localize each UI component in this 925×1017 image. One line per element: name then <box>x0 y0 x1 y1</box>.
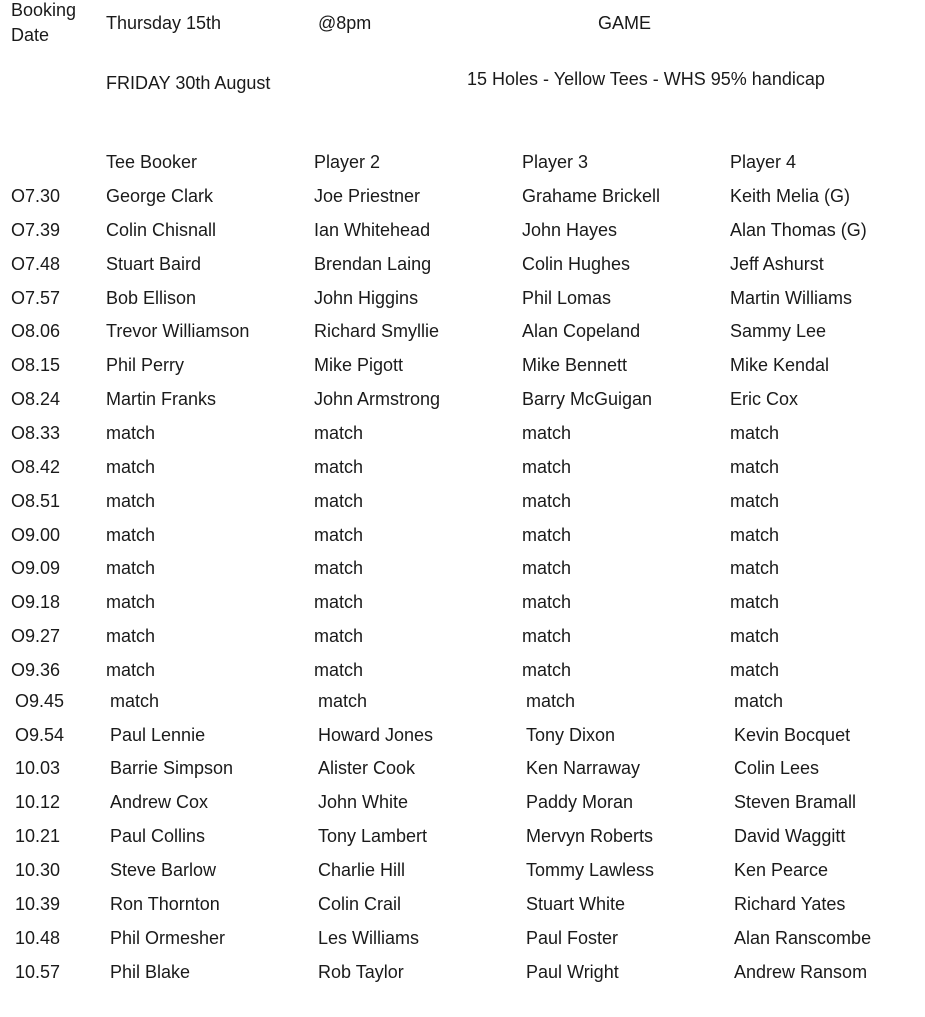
tee-time-cell: 10.30 <box>15 860 61 880</box>
tee-booker-cell: match <box>106 525 156 545</box>
tee-time-cell: O9.54 <box>15 725 65 745</box>
player-3-cell: Phil Lomas <box>522 288 612 308</box>
table-row <box>0 452 925 482</box>
table-row <box>0 181 925 211</box>
tee-booker-cell: Martin Franks <box>106 389 217 409</box>
table-row <box>0 753 925 783</box>
player-3-cell: Paul Wright <box>526 962 619 982</box>
tee-time-cell: O8.15 <box>11 355 61 375</box>
tee-booker-cell: Phil Perry <box>106 355 185 375</box>
tee-booker-cell: Bob Ellison <box>106 288 197 308</box>
player-4-cell: match <box>730 626 780 646</box>
table-row <box>0 621 925 651</box>
player-4-cell: Keith Melia (G) <box>730 186 851 206</box>
table-row <box>0 316 925 346</box>
table-row <box>0 821 925 851</box>
player-2-cell: match <box>314 592 364 612</box>
booking-date-label: Booking Date <box>11 0 77 45</box>
player-3-cell: Colin Hughes <box>522 254 631 274</box>
booking-day: Thursday 15th <box>106 13 222 33</box>
player-2-cell: Howard Jones <box>318 725 434 745</box>
tee-booker-cell: Ron Thornton <box>110 894 220 914</box>
player-2-cell: Joe Priestner <box>314 186 421 206</box>
tee-booker-cell: Steve Barlow <box>110 860 217 880</box>
player-2-cell: Tony Lambert <box>318 826 428 846</box>
tee-time-cell: O9.27 <box>11 626 61 646</box>
player-4-cell: match <box>734 691 784 711</box>
table-row <box>0 787 925 817</box>
tee-time-cell: O7.39 <box>11 220 61 240</box>
player-3-cell: Barry McGuigan <box>522 389 653 409</box>
player-4-cell: match <box>730 457 780 477</box>
player-2-cell: John Armstrong <box>314 389 441 409</box>
column-header-player-2: Player 2 <box>314 152 381 172</box>
table-row <box>0 957 925 987</box>
player-3-cell: match <box>522 423 572 443</box>
player-3-cell: match <box>526 691 576 711</box>
tee-time-cell: 10.57 <box>15 962 61 982</box>
player-4-cell: Eric Cox <box>730 389 799 409</box>
player-3-cell: Grahame Brickell <box>522 186 661 206</box>
player-4-cell: Richard Yates <box>734 894 846 914</box>
player-4-cell: match <box>730 525 780 545</box>
tee-booker-cell: match <box>106 423 156 443</box>
table-row <box>0 686 925 716</box>
tee-booker-cell: match <box>106 626 156 646</box>
player-3-cell: Ken Narraway <box>526 758 641 778</box>
table-row <box>0 520 925 550</box>
tee-time-cell: 10.48 <box>15 928 61 948</box>
tee-time-cell: 10.03 <box>15 758 61 778</box>
tee-booker-cell: Paul Lennie <box>110 725 206 745</box>
player-3-cell: match <box>522 592 572 612</box>
player-3-cell: match <box>522 660 572 680</box>
player-2-cell: Brendan Laing <box>314 254 432 274</box>
table-row <box>0 418 925 448</box>
tee-booker-cell: Andrew Cox <box>110 792 209 812</box>
tee-booker-cell: George Clark <box>106 186 214 206</box>
tee-booker-cell: Stuart Baird <box>106 254 202 274</box>
tee-booker-cell: match <box>106 457 156 477</box>
column-header-tee-booker: Tee Booker <box>106 152 198 172</box>
tee-time-cell: O9.00 <box>11 525 61 545</box>
game-description: 15 Holes - Yellow Tees - WHS 95% handicap <box>467 69 825 89</box>
tee-time-cell: O9.36 <box>11 660 61 680</box>
table-row <box>0 350 925 380</box>
column-header-row <box>0 147 925 177</box>
player-4-cell: Colin Lees <box>734 758 820 778</box>
tee-booker-cell: match <box>110 691 160 711</box>
tee-booker-cell: Trevor Williamson <box>106 321 250 341</box>
table-row <box>0 486 925 516</box>
player-2-cell: match <box>314 423 364 443</box>
player-3-cell: Paul Foster <box>526 928 619 948</box>
player-4-cell: David Waggitt <box>734 826 846 846</box>
column-header-player-4: Player 4 <box>730 152 797 172</box>
table-row <box>0 384 925 414</box>
player-2-cell: Les Williams <box>318 928 420 948</box>
tee-time-cell: O8.33 <box>11 423 61 443</box>
player-2-cell: match <box>318 691 368 711</box>
player-4-cell: match <box>730 491 780 511</box>
tee-time-cell: 10.39 <box>15 894 61 914</box>
tee-booker-cell: Barrie Simpson <box>110 758 234 778</box>
table-row <box>0 587 925 617</box>
table-row <box>0 215 925 245</box>
tee-time-cell: 10.21 <box>15 826 61 846</box>
booking-time: @8pm <box>318 13 372 33</box>
tee-booker-cell: Phil Blake <box>110 962 191 982</box>
tee-time-cell: O7.57 <box>11 288 61 308</box>
player-3-cell: Tony Dixon <box>526 725 616 745</box>
table-row <box>0 855 925 885</box>
player-4-cell: Steven Bramall <box>734 792 857 812</box>
tee-time-cell: O9.45 <box>15 691 65 711</box>
player-2-cell: Alister Cook <box>318 758 416 778</box>
table-row <box>0 889 925 919</box>
player-3-cell: Alan Copeland <box>522 321 641 341</box>
table-row <box>0 655 925 685</box>
table-row <box>0 249 925 279</box>
player-2-cell: Ian Whitehead <box>314 220 431 240</box>
player-2-cell: match <box>314 558 364 578</box>
player-3-cell: Paddy Moran <box>526 792 634 812</box>
tee-time-cell: O9.09 <box>11 558 61 578</box>
player-4-cell: Kevin Bocquet <box>734 725 851 745</box>
player-2-cell: match <box>314 525 364 545</box>
player-2-cell: match <box>314 660 364 680</box>
tee-time-cell: O7.48 <box>11 254 61 274</box>
player-4-cell: Alan Thomas (G) <box>730 220 867 240</box>
tee-time-cell: O9.18 <box>11 592 61 612</box>
table-row <box>0 923 925 953</box>
player-2-cell: Mike Pigott <box>314 355 404 375</box>
tee-time-cell: O8.24 <box>11 389 61 409</box>
tee-booker-cell: Phil Ormesher <box>110 928 226 948</box>
tee-booker-cell: Colin Chisnall <box>106 220 217 240</box>
table-row <box>0 283 925 313</box>
player-4-cell: Jeff Ashurst <box>730 254 824 274</box>
player-4-cell: match <box>730 592 780 612</box>
tee-booker-cell: match <box>106 558 156 578</box>
player-3-cell: match <box>522 525 572 545</box>
player-2-cell: Colin Crail <box>318 894 402 914</box>
player-2-cell: John Higgins <box>314 288 419 308</box>
player-3-cell: match <box>522 491 572 511</box>
player-2-cell: Richard Smyllie <box>314 321 440 341</box>
table-row <box>0 720 925 750</box>
tee-booker-cell: match <box>106 660 156 680</box>
player-4-cell: Martin Williams <box>730 288 853 308</box>
player-4-cell: match <box>730 660 780 680</box>
game-label: GAME <box>598 13 652 33</box>
player-2-cell: John White <box>318 792 409 812</box>
player-4-cell: Alan Ranscombe <box>734 928 872 948</box>
tee-time-cell: O7.30 <box>11 186 61 206</box>
player-4-cell: match <box>730 423 780 443</box>
player-2-cell: Charlie Hill <box>318 860 406 880</box>
tee-time-cell: O8.06 <box>11 321 61 341</box>
player-2-cell: match <box>314 491 364 511</box>
column-header-player-3: Player 3 <box>522 152 589 172</box>
player-3-cell: match <box>522 626 572 646</box>
player-4-cell: Mike Kendal <box>730 355 830 375</box>
tee-booker-cell: match <box>106 592 156 612</box>
tee-booker-cell: Paul Collins <box>110 826 206 846</box>
player-2-cell: match <box>314 626 364 646</box>
player-2-cell: Rob Taylor <box>318 962 404 982</box>
player-4-cell: Ken Pearce <box>734 860 829 880</box>
tee-time-cell: O8.51 <box>11 491 61 511</box>
booking-date: FRIDAY 30th August <box>106 73 271 93</box>
player-3-cell: Tommy Lawless <box>526 860 655 880</box>
player-2-cell: match <box>314 457 364 477</box>
player-3-cell: Stuart White <box>526 894 626 914</box>
player-3-cell: Mike Bennett <box>522 355 628 375</box>
player-3-cell: match <box>522 457 572 477</box>
player-4-cell: Sammy Lee <box>730 321 827 341</box>
tee-time-cell: 10.12 <box>15 792 61 812</box>
player-4-cell: Andrew Ransom <box>734 962 868 982</box>
player-4-cell: match <box>730 558 780 578</box>
player-3-cell: Mervyn Roberts <box>526 826 654 846</box>
table-row <box>0 553 925 583</box>
player-3-cell: John Hayes <box>522 220 618 240</box>
tee-booker-cell: match <box>106 491 156 511</box>
tee-time-cell: O8.42 <box>11 457 61 477</box>
player-3-cell: match <box>522 558 572 578</box>
